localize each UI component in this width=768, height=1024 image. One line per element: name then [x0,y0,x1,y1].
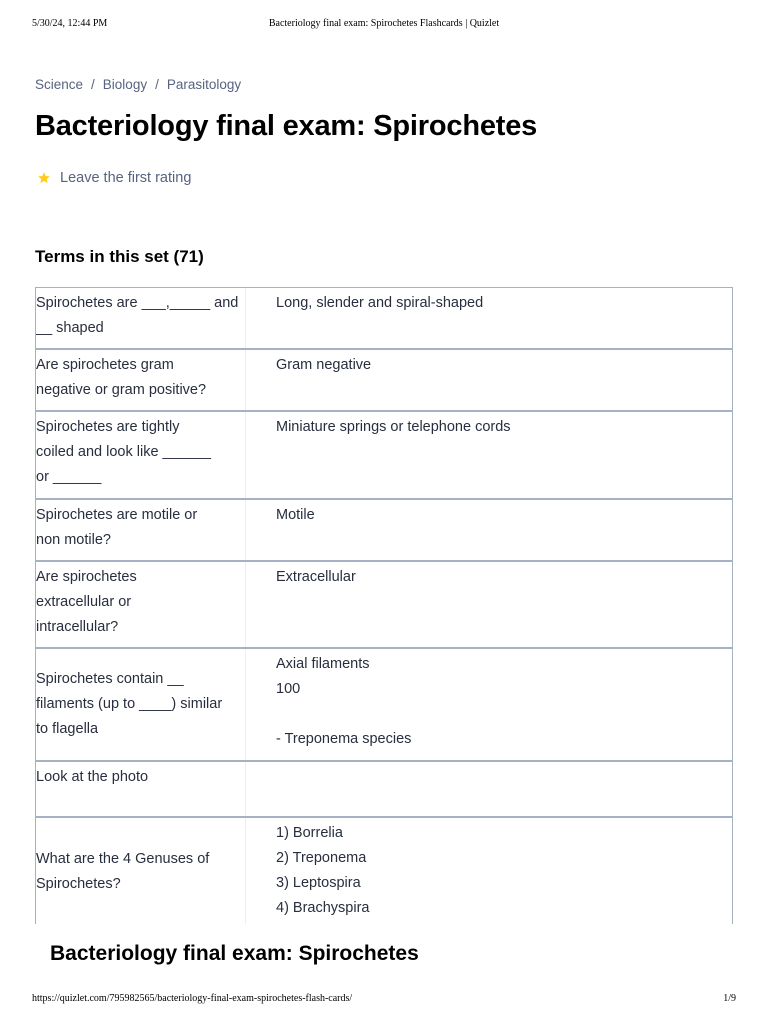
definition-text [276,762,732,816]
breadcrumb-parasitology[interactable]: Parasitology [166,77,242,92]
breadcrumb-biology[interactable]: Biology [102,77,148,92]
print-date: 5/30/24, 12:44 PM [32,18,108,29]
term-text: Look at the photo [36,762,246,816]
terms-heading: Terms in this set (71) [35,247,204,266]
definition-text: Gram negative [276,357,372,373]
term-row [36,500,732,562]
breadcrumb-science[interactable]: Science [35,77,84,92]
term-row [36,288,732,350]
breadcrumb-separator: / [155,77,159,92]
term-text: Spirochetes are tightly coiled and look like ______ or ______ [36,412,246,498]
star-icon [37,171,51,185]
page-title: Bacteriology final exam: Spirochetes [35,110,538,142]
print-url: https://quizlet.com/795982565/bacteriology-final-exam-spirochetes-flash-cards/ [32,993,353,1004]
term-text: What are the 4 Genuses of Spirochetes? [36,818,246,924]
term-text: Spirochetes contain __ filaments (up to ____) similar to flagella [36,649,246,760]
leave-rating-button[interactable] [37,170,191,186]
print-page-number: 1/9 [723,993,736,1004]
print-footer [32,993,736,1007]
bottom-set-title: Bacteriology final exam: Spirochetes [50,942,419,965]
terms-table [35,287,733,924]
term-row [36,350,732,412]
definition-text: Axial filaments 100 - Treponema species [276,656,412,747]
term-row [36,412,732,500]
definition-text: Miniature springs or telephone cords [276,419,511,435]
definition-text: 1) Borrelia 2) Treponema 3) Leptospira 4) Brachyspira [276,825,370,916]
breadcrumb-separator: / [91,77,95,92]
term-text: Are spirochetes gram negative or gram positive? [36,350,246,410]
definition-text: Long, slender and spiral-shaped [276,295,484,311]
print-page-title: Bacteriology final exam: Spirochetes Flashcards | Quizlet [268,18,500,29]
term-row [36,562,732,649]
definition-text: Motile [276,507,315,523]
term-text: Are spirochetes extracellular or intracellular? [36,562,246,647]
term-row [36,762,732,818]
breadcrumb [35,77,241,92]
term-text: Spirochetes are ___,_____ and __ shaped [36,288,246,348]
definition-text: Extracellular [276,569,356,585]
term-text: Spirochetes are motile or non motile? [36,500,246,560]
term-row [36,649,732,762]
term-row [36,818,732,924]
rating-label: Leave the first rating [60,170,192,186]
print-header [32,18,736,32]
